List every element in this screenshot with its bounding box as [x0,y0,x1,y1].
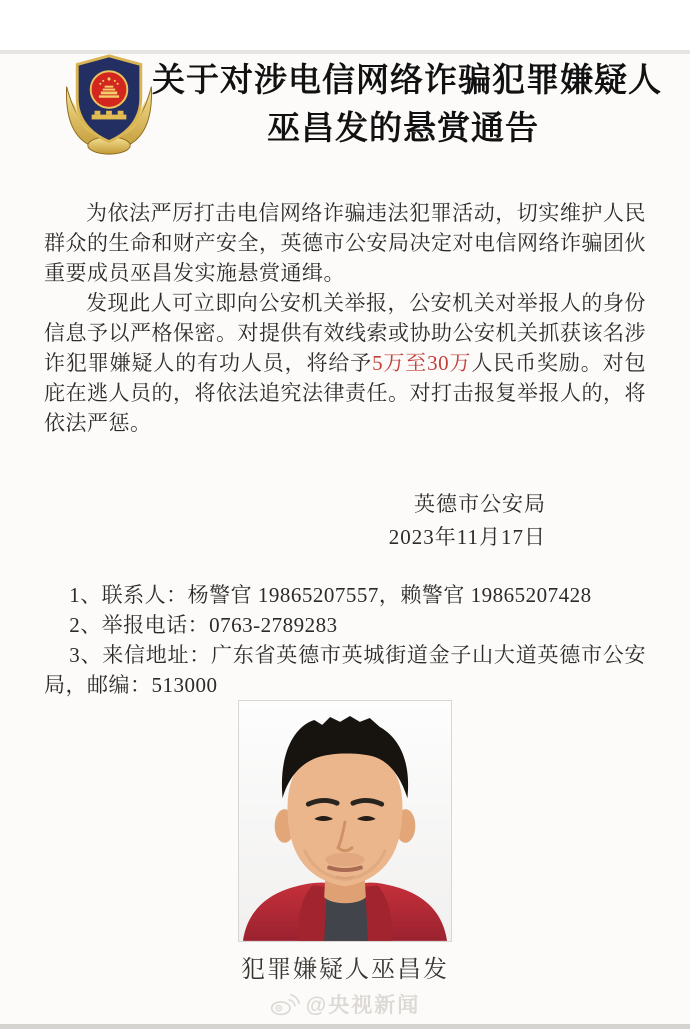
bottom-edge-strip [0,1024,690,1029]
notice-title [152,56,662,152]
contact-item-2: 2、举报电话：0763-2789283 [69,613,338,637]
notice-body [0,198,690,1019]
paragraph-2 [44,288,646,438]
reward-amount: 5万至30万 [372,351,472,375]
suspect-photo-frame [238,700,452,942]
watermark [44,989,646,1019]
signature-block [44,488,646,554]
issuer-name: 英德市公安局 [414,492,546,516]
paragraph-2-lead: 发现此人可立即向公安机关举报，公安机关对举报人的身份信息予以严格保密。对提供有效线索或协助公安机关抓获该名涉诈犯罪嫌疑人的有功人员，将给予 [44,291,646,375]
paragraph-2-tail: 人民币奖励。对包庇在逃人员的，将依法追究法律责任。对打击报复举报人的，将依法严惩。 [44,351,647,435]
weibo-icon [270,992,300,1016]
suspect-photo-figure [44,700,646,984]
paragraph-1: 为依法严厉打击电信网络诈骗违法犯罪活动，切实维护人民群众的生命和财产安全，英德市公安局决定对电信网络诈骗团伙重要成员巫昌发实施悬赏通缉。 [44,201,646,285]
watermark-text: @央视新闻 [305,994,421,1017]
suspect-photo [239,701,451,941]
notice-title-line2: 巫昌发的悬赏通告 [267,109,539,146]
contact-item-3: 3、来信地址：广东省英德市英城街道金子山大道英德市公安局，邮编：513000 [44,643,646,697]
police-badge-icon [56,50,162,158]
photo-caption: 犯罪嫌疑人巫昌发 [241,957,449,983]
notice-header [0,50,690,158]
contact-item-1: 1、联系人：杨警官 19865207557，赖警官 19865207428 [69,583,592,607]
notice-page [0,50,690,1029]
issue-date: 2023年11月17日 [388,525,546,549]
notice-title-line1: 关于对涉电信网络诈骗犯罪嫌疑人 [152,61,662,98]
contact-list [44,580,646,700]
